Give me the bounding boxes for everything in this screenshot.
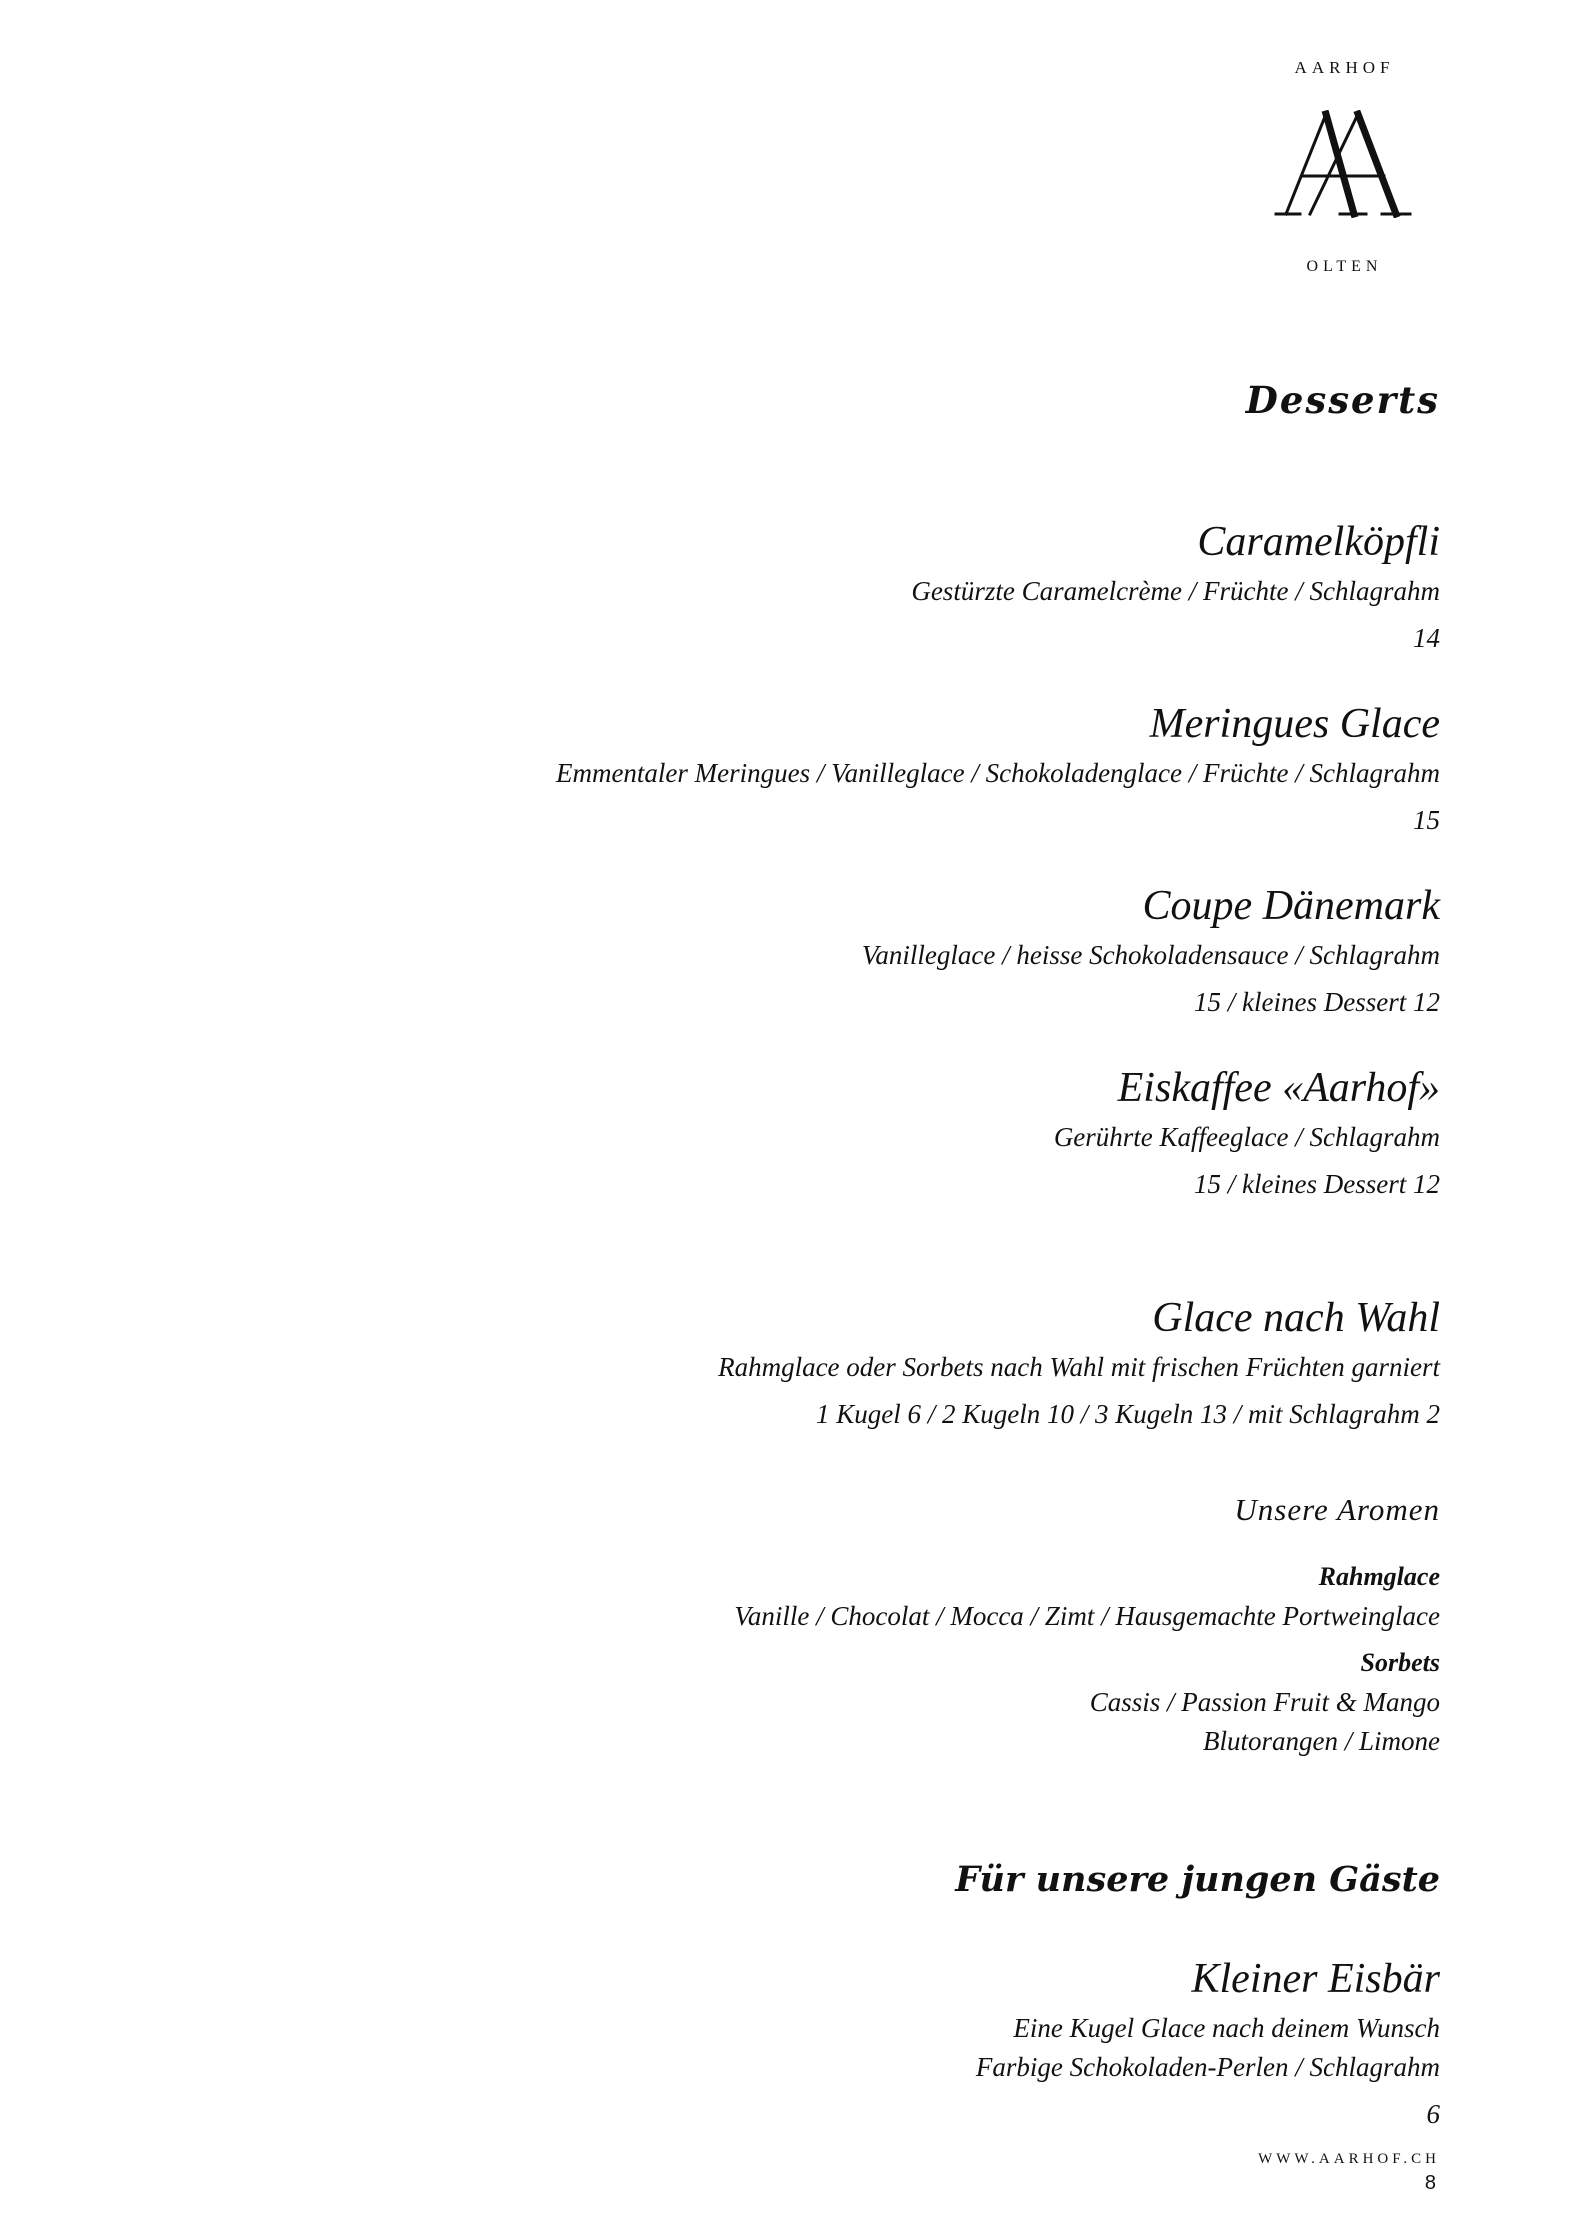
glace-price: 1 Kugel 6 / 2 Kugeln 10 / 3 Kugeln 13 / mit Schlagrahm 2 <box>816 1399 1440 1429</box>
item-description: Emmentaler Meringues / Vanilleglace / Schokoladenglace / Früchte / Schlagrahm <box>555 758 1440 788</box>
section-title-kids: Für unsere jungen Gäste <box>955 1859 1440 1900</box>
glace-title: Glace nach Wahl <box>1152 1295 1440 1341</box>
glace-description: Rahmglace oder Sorbets nach Wahl mit frischen Früchten garniert <box>718 1352 1440 1382</box>
item-price: 14 <box>1413 623 1440 653</box>
item-title: Coupe Dänemark <box>1142 883 1440 929</box>
item-title: Meringues Glace <box>1149 701 1440 747</box>
item-title: Eiskaffee «Aarhof» <box>1117 1065 1440 1111</box>
kids-item-price: 6 <box>1426 2099 1440 2129</box>
logo-name: AARHOF <box>1294 58 1395 77</box>
item-title: Caramelköpfli <box>1197 519 1440 565</box>
kids-item-line: Eine Kugel Glace nach deinem Wunsch <box>1013 2013 1440 2043</box>
logo <box>1241 58 1443 276</box>
rahmglace-title: Rahmglace <box>1318 1562 1440 1591</box>
kids-item-line: Farbige Schokoladen-Perlen / Schlagrahm <box>975 2052 1440 2082</box>
item-price: 15 <box>1413 805 1440 835</box>
item-price: 15 / kleines Dessert 12 <box>1194 987 1440 1017</box>
item-description: Vanilleglace / heisse Schokoladensauce / Schlagrahm <box>861 940 1440 970</box>
sorbets-line: Blutorangen / Limone <box>1203 1726 1440 1756</box>
section-title-desserts: Desserts <box>1245 378 1440 422</box>
item-description: Gerührte Kaffeeglace / Schlagrahm <box>1053 1122 1440 1152</box>
footer-website: WWW.AARHOF.CH <box>1258 2151 1440 2167</box>
rahmglace-list: Vanille / Chocolat / Mocca / Zimt / Hausgemachte Portweinglace <box>734 1601 1440 1631</box>
sorbets-line: Cassis / Passion Fruit & Mango <box>1089 1687 1440 1717</box>
item-description: Gestürzte Caramelcrème / Früchte / Schlagrahm <box>911 576 1440 606</box>
kids-item-title: Kleiner Eisbär <box>1191 1956 1440 2002</box>
page-number: 8 <box>1424 2172 1436 2194</box>
logo-city: OLTEN <box>1306 258 1383 275</box>
aromen-title: Unsere Aromen <box>1234 1492 1440 1527</box>
item-price: 15 / kleines Dessert 12 <box>1194 1169 1440 1199</box>
logo-monogram-icon <box>1272 110 1412 218</box>
sorbets-title: Sorbets <box>1360 1648 1440 1677</box>
